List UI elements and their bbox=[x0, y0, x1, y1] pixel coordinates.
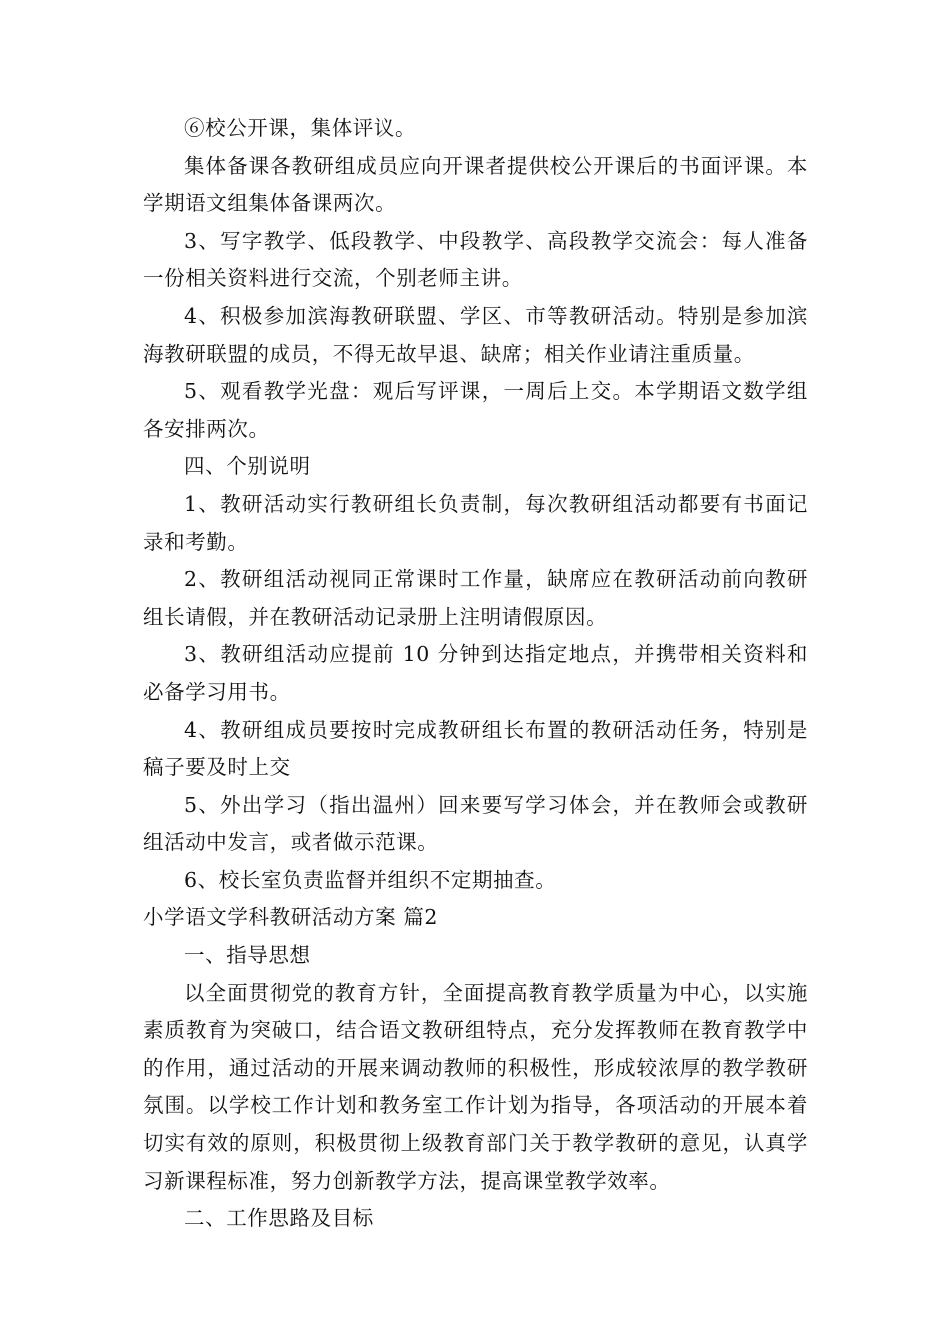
paragraph-item-5-teaching-disc: 5、观看教学光盘：观后写评课，一周后上交。本学期语文数学组各安排两次。 bbox=[143, 379, 808, 441]
paragraph-item-4-binhai-alliance: 4、积极参加滨海教研联盟、学区、市等教研活动。特别是参加滨海教研联盟的成员，不得无故早退、缺席；相关作业请注重质量。 bbox=[143, 303, 808, 366]
paragraph-note-2: 2、教研组活动视同正常课时工作量，缺席应在教研活动前向教研组长请假，并在教研活动记录册上注明请假原因。 bbox=[143, 567, 808, 629]
section-heading-guiding-thought: 一、指导思想 bbox=[184, 943, 311, 968]
section-heading-individual-notes: 四、个别说明 bbox=[184, 454, 311, 479]
paragraph-item-3-exchange-meeting: 3、写字教学、低段教学、中段教学、高段教学交流会：每人准备一份相关资料进行交流，个别老师主讲。 bbox=[143, 228, 808, 291]
section-heading-work-ideas: 二、工作思路及目标 bbox=[184, 1206, 374, 1231]
paragraph-item-6-open-class: ⑥校公开课，集体评议。 bbox=[184, 116, 417, 140]
paragraph-note-1: 1、教研活动实行教研组长负责制，每次教研组活动都要有书面记录和考勤。 bbox=[143, 491, 808, 554]
document-body bbox=[143, 110, 808, 1238]
paragraph-note-3: 3、教研组活动应提前 10 分钟到达指定地点，并携带相关资料和必备学习用书。 bbox=[143, 642, 808, 704]
article-title-part-2: 小学语文学科教研活动方案 篇2 bbox=[143, 905, 439, 930]
paragraph-note-5: 5、外出学习（指出温州）回来要写学习体会，并在教师会或教研组活动中发言，或者做示范课。 bbox=[143, 792, 808, 855]
paragraph-guiding-thought: 以全面贯彻党的教育方针，全面提高教育教学质量为中心，以实施素质教育为突破口，结合语文教研组特点，充分发挥教师在教育教学中的作用，通过活动的开展来调动教师的积极性，形成较浓厚的教学教研氛围。以学校工作计划和教务室工作计划为指导，各项活动的开展本着切实有效的原则，积极贯彻上级教育部门关于教学教研的意见，认真学习新课程标准，努力创新教学方法，提高课堂教学效率。 bbox=[143, 980, 808, 1193]
paragraph-collective-lesson-prep: 集体备课各教研组成员应向开课者提供校公开课后的书面评课。本学期语文组集体备课两次。 bbox=[143, 153, 808, 216]
paragraph-note-6: 6、校长室负责监督并组织不定期抽查。 bbox=[184, 867, 557, 892]
paragraph-note-4: 4、教研组成员要按时完成教研组长布置的教研活动任务，特别是稿子要及时上交 bbox=[143, 717, 808, 780]
